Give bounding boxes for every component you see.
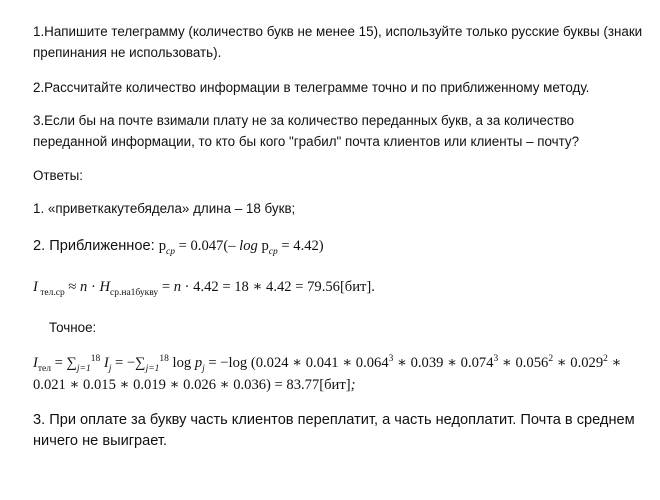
exact-label: Точное: bbox=[49, 320, 97, 335]
task-1-paragraph: 1.Напишите телеграмму (количество букв не менее 15), используйте только русские буквы (знаки препинания не использовать). bbox=[33, 24, 643, 60]
approx-formula: $p_{ср} = 0.047(-$ $\log p_{ср} = 4.42$) bbox=[158, 238, 324, 257]
answer-3: 3. При оплате за букву часть клиентов переплатит, а часть недоплатит. Почта в среднем ничего не выиграет. bbox=[33, 412, 635, 449]
approx-label: 2. Приближенное: bbox=[33, 238, 159, 254]
exact-formula: $I_{тел} = \sum_{j=1}^{18}$ $I_j = -\sum_{j=1}^{18}$ $\log p_j = -\log$ (0.024 ∗ 0.041 ∗ 0.064$^3$ ∗ 0.039 ∗ 0.074$^3$ ∗ 0.056$^2$ ∗ 0.029$^2$ ∗ 0.021 ∗ 0.015 ∗ 0.019 ∗ 0.026 ∗ 0.036) = 83.77[бит]; bbox=[33, 354, 622, 393]
answer-1: 1. «приветкакутебядела» длина – 18 букв; bbox=[33, 201, 296, 216]
info-amount-formula: I $_{тел.ср} \approx n \cdot H_{ср.на1букву} = n \cdot 4.42 = 18$ ∗ 4.42 = 79.56[бит]. bbox=[33, 279, 375, 298]
task-2-paragraph: 2.Рассчитайте количество информации в телеграмме точно и по приближенному методу. bbox=[33, 80, 590, 95]
answer-2-approximate bbox=[33, 236, 648, 257]
answers-heading: Ответы: bbox=[33, 168, 83, 183]
task-3-paragraph: 3.Если бы на почте взимали плату не за количество переданных букв, а за количество переданной информации, то кто бы кого "грабил" почта клиентов или клиенты – почту? bbox=[33, 113, 580, 149]
